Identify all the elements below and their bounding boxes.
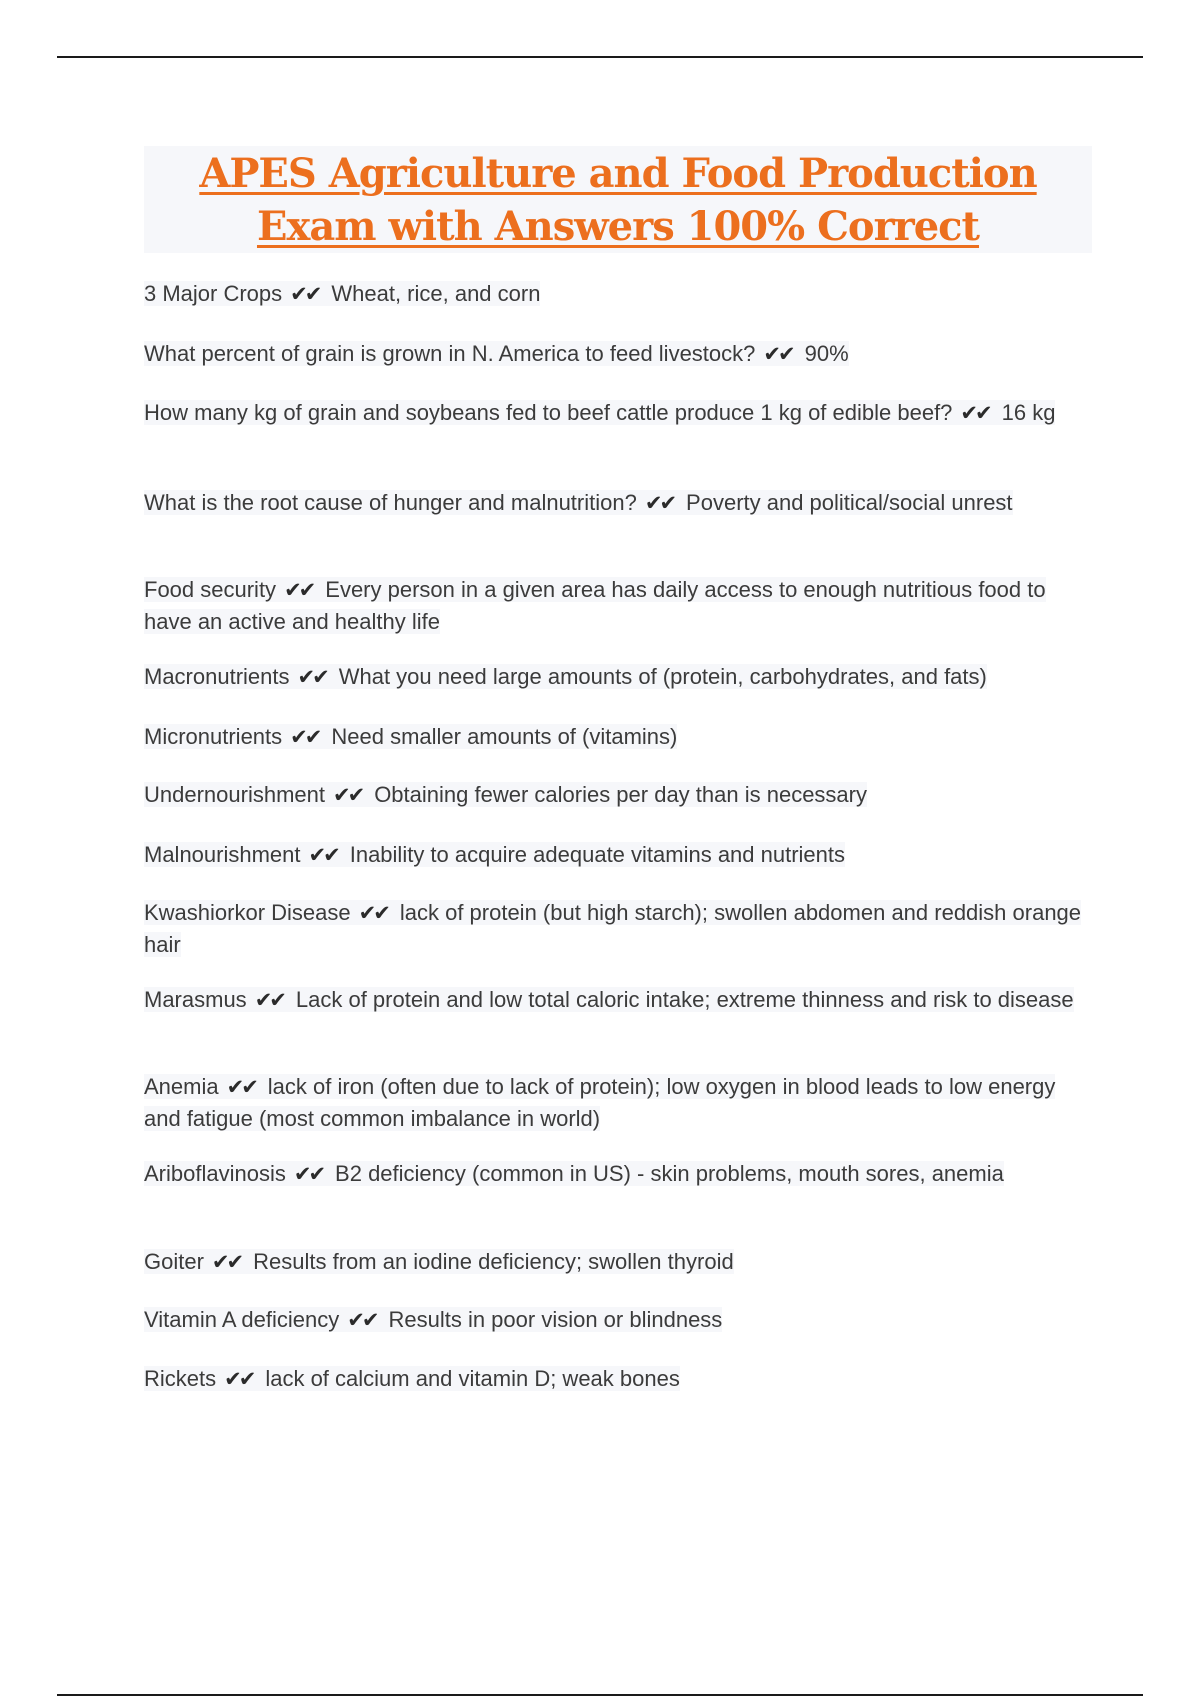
double-check-icon: ✔✔ [290, 282, 320, 306]
qa-term: Malnourishment [144, 842, 301, 867]
double-check-icon: ✔✔ [308, 843, 338, 867]
qa-item [144, 397, 1094, 429]
double-check-icon: ✔✔ [290, 725, 320, 749]
qa-answer: Need smaller amounts of (vitamins) [331, 724, 678, 749]
double-check-icon: ✔✔ [284, 578, 314, 602]
qa-term: Micronutrients [144, 724, 283, 749]
qa-term: How many kg of grain and soybeans fed to beef cattle produce 1 kg of edible beef? [144, 400, 953, 425]
qa-answer: Lack of protein and low total caloric intake; extreme thinness and risk to disease [295, 987, 1074, 1012]
qa-answer: Obtaining fewer calories per day than is necessary [374, 782, 867, 807]
double-check-icon: ✔✔ [332, 783, 363, 807]
qa-term: Kwashiorkor Disease [144, 900, 351, 925]
double-check-icon: ✔✔ [297, 665, 327, 689]
qa-item [144, 1363, 1094, 1395]
qa-answer: B2 deficiency (common in US) - skin problems, mouth sores, anemia [335, 1161, 1004, 1186]
qa-term: Ariboflavinosis [144, 1161, 286, 1186]
page-title-line-1: APES Agriculture and Food Production [199, 149, 1037, 197]
qa-term: 3 Major Crops [144, 281, 283, 306]
double-check-icon: ✔✔ [224, 1367, 254, 1391]
qa-answer: lack of iron (often due to lack of protein); low oxygen in blood leads to low energy and fatigue (most common imbalance in world) [144, 1074, 1056, 1131]
qa-answer: lack of protein (but high starch); swollen abdomen and reddish orange hair [144, 900, 1082, 957]
qa-term: What percent of grain is grown in N. America to feed livestock? [144, 341, 756, 366]
qa-item [144, 278, 1094, 310]
qa-item [144, 661, 1094, 693]
double-check-icon: ✔✔ [254, 988, 284, 1012]
double-check-icon: ✔✔ [644, 491, 675, 515]
qa-answer: Results in poor vision or blindness [388, 1307, 723, 1332]
double-check-icon: ✔✔ [226, 1075, 256, 1099]
qa-answer: Every person in a given area has daily access to enough nutritious food to have an active and healthy life [144, 577, 1046, 634]
qa-item [144, 338, 1094, 370]
qa-answer: Inability to acquire adequate vitamins and nutrients [349, 842, 846, 867]
qa-answer: 90% [804, 341, 849, 366]
qa-term: Marasmus [144, 987, 247, 1012]
double-check-icon: ✔✔ [211, 1250, 242, 1274]
qa-term: Food security [144, 577, 277, 602]
qa-answer: Results from an iodine deficiency; swollen thyroid [253, 1249, 734, 1274]
qa-item [144, 1071, 1094, 1134]
qa-item [144, 574, 1094, 637]
double-check-icon: ✔✔ [293, 1162, 324, 1186]
qa-item [144, 1158, 1094, 1190]
double-check-icon: ✔✔ [358, 901, 388, 925]
qa-item [144, 1246, 1094, 1278]
qa-item [144, 721, 1094, 753]
qa-term: What is the root cause of hunger and malnutrition? [144, 490, 637, 515]
qa-item [144, 984, 1094, 1016]
qa-term: Undernourishment [144, 782, 325, 807]
qa-item [144, 487, 1094, 519]
bottom-rule [57, 1694, 1143, 1696]
qa-term: Macronutrients [144, 664, 290, 689]
qa-answer: 16 kg [1001, 400, 1056, 425]
top-rule [57, 56, 1143, 58]
qa-term: Vitamin A deficiency [144, 1307, 340, 1332]
double-check-icon: ✔✔ [763, 342, 793, 366]
double-check-icon: ✔✔ [347, 1308, 377, 1332]
qa-item [144, 839, 1094, 871]
qa-answer: lack of calcium and vitamin D; weak bones [265, 1366, 680, 1391]
qa-answer: Poverty and political/social unrest [686, 490, 1013, 515]
qa-item [144, 897, 1094, 960]
qa-term: Anemia [144, 1074, 219, 1099]
title-block [144, 146, 1092, 253]
qa-item [144, 1304, 1094, 1336]
page-title-line-2: Exam with Answers 100% Correct [256, 202, 980, 250]
qa-item [144, 779, 1094, 811]
qa-answer: What you need large amounts of (protein, carbohydrates, and fats) [338, 664, 987, 689]
qa-answer: Wheat, rice, and corn [331, 281, 541, 306]
double-check-icon: ✔✔ [960, 401, 990, 425]
qa-term: Goiter [144, 1249, 204, 1274]
qa-term: Rickets [144, 1366, 217, 1391]
